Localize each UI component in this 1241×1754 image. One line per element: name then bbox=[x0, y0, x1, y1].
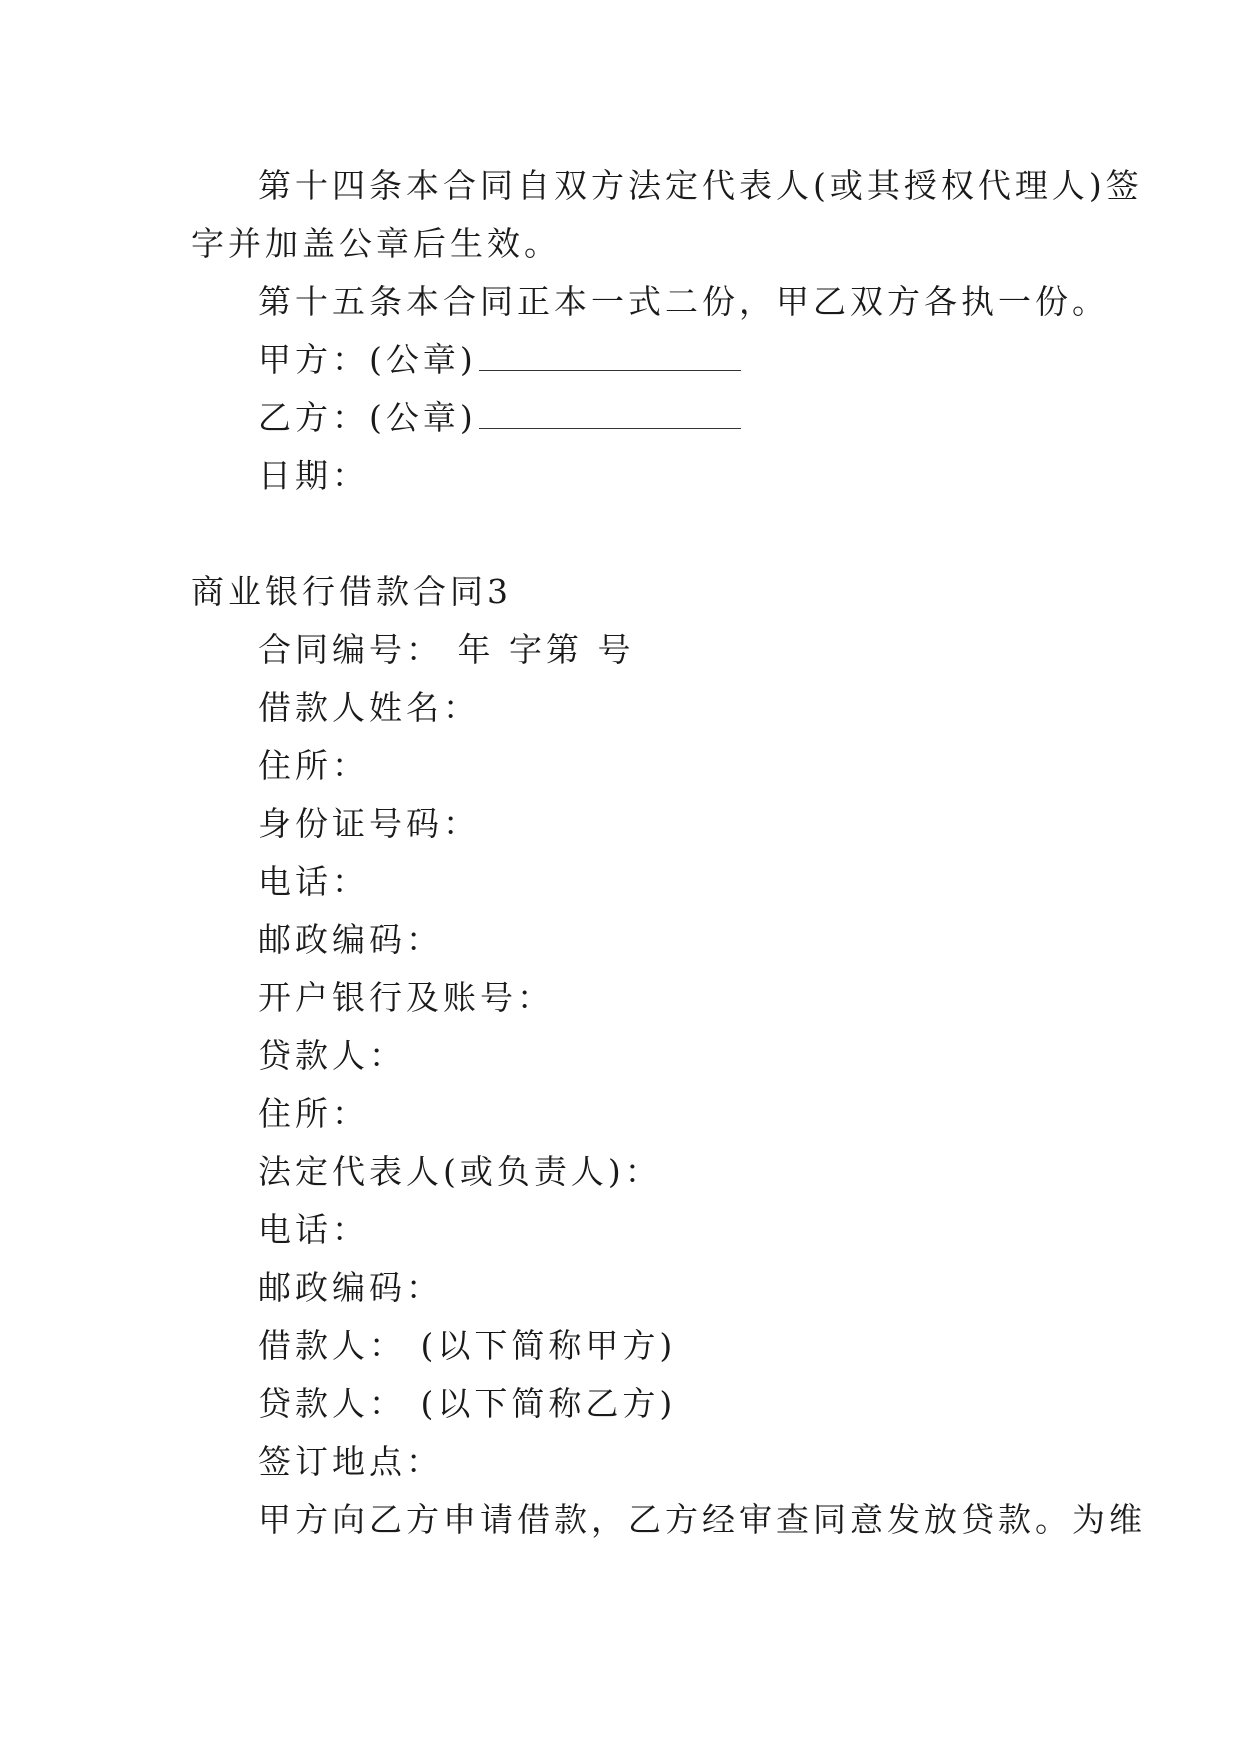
party-a-signature-blank bbox=[479, 340, 741, 371]
lender-phone-label: 电话： bbox=[258, 1210, 369, 1249]
borrower-postcode-label: 邮政编码： bbox=[258, 920, 443, 959]
party-b-signature-blank bbox=[479, 398, 741, 429]
section-title: 商业银行借款合同3 bbox=[191, 572, 512, 611]
preamble-line-1: 甲方向乙方申请借款，乙方经审查同意发放贷款。为维 bbox=[258, 1500, 1146, 1539]
lender-address-label: 住所： bbox=[258, 1094, 369, 1133]
party-a-seal-row bbox=[258, 340, 741, 380]
lender-rep-label: 法定代表人(或负责人)： bbox=[258, 1152, 662, 1191]
borrower-address-label: 住所： bbox=[258, 746, 369, 785]
signing-place-label: 签订地点： bbox=[258, 1442, 443, 1481]
clause-14-line-1: 第十四条本合同自双方法定代表人(或其授权代理人)签 bbox=[258, 166, 1143, 205]
borrower-id-label: 身份证号码： bbox=[258, 804, 480, 843]
borrower-name-label: 借款人姓名： bbox=[258, 688, 480, 727]
borrower-short-name: 借款人： (以下简称甲方) bbox=[258, 1326, 677, 1365]
party-a-seal-label: 甲方：(公章) bbox=[258, 340, 477, 379]
clause-14-line-2: 字并加盖公章后生效。 bbox=[191, 224, 561, 263]
borrower-bank-label: 开户银行及账号： bbox=[258, 978, 554, 1017]
party-b-seal-label: 乙方：(公章) bbox=[258, 398, 477, 437]
party-b-seal-row bbox=[258, 398, 741, 438]
date-label: 日期： bbox=[258, 456, 369, 495]
lender-postcode-label: 邮政编码： bbox=[258, 1268, 443, 1307]
clause-15: 第十五条本合同正本一式二份，甲乙双方各执一份。 bbox=[258, 282, 1109, 321]
lender-label: 贷款人： bbox=[258, 1036, 406, 1075]
borrower-phone-label: 电话： bbox=[258, 862, 369, 901]
lender-short-name: 贷款人： (以下简称乙方) bbox=[258, 1384, 677, 1423]
contract-number: 合同编号： 年 字第 号 bbox=[258, 630, 635, 669]
